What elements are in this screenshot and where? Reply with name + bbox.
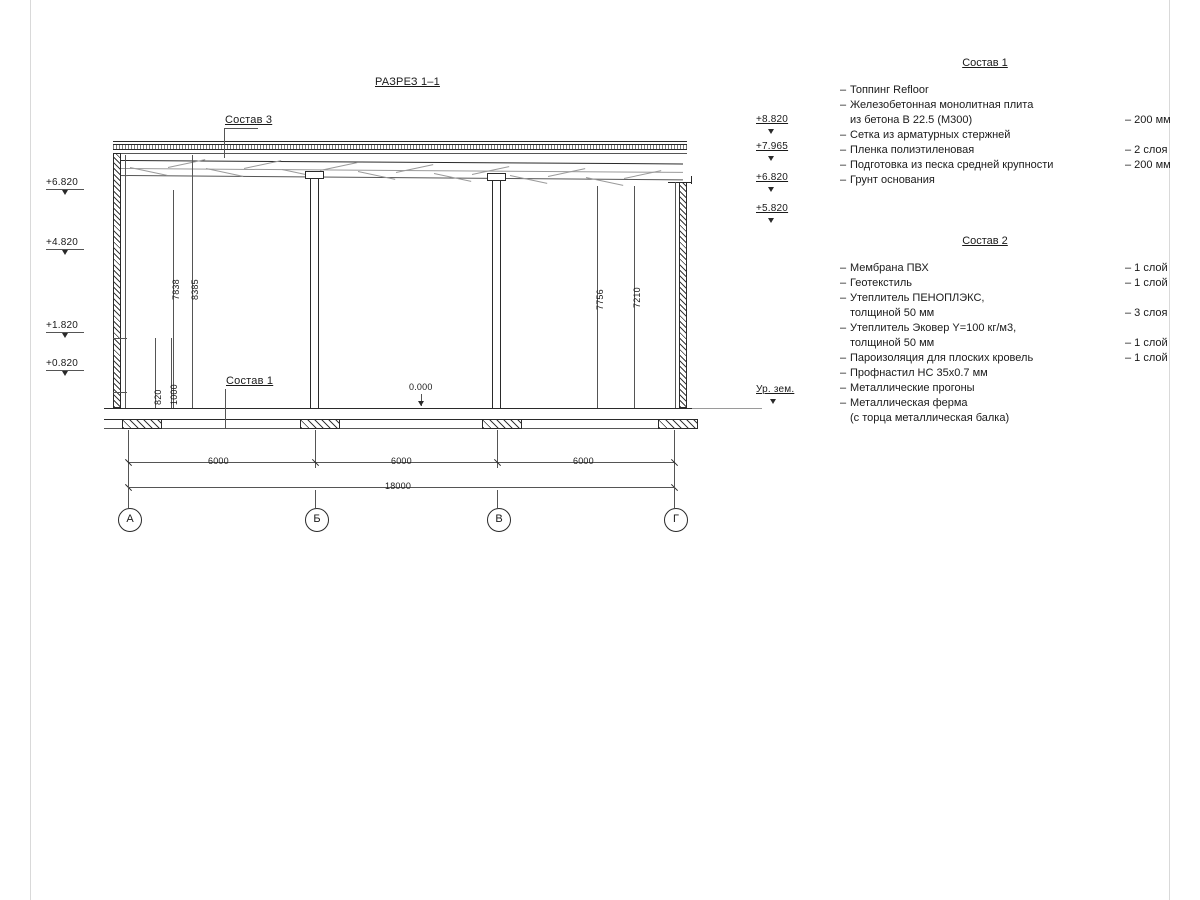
legend-sostav-1-title: Состав 1 xyxy=(962,57,1008,69)
callout-sostav1-leader xyxy=(225,389,226,429)
roof-edge-right xyxy=(691,176,692,184)
zero-level-label: 0.000 xyxy=(409,382,433,392)
ground-level-label: Ур. зем. xyxy=(756,384,795,395)
legend-sostav-2-item xyxy=(840,291,1180,306)
legend-sostav-2-item-label: Пароизоляция для плоских кровель xyxy=(850,352,1034,364)
legend-sostav-2-item-label: Утеплитель ПЕНОПЛЭКС, xyxy=(850,292,985,304)
roof-under-line xyxy=(113,153,687,154)
level-right-1: +7.965 xyxy=(756,141,789,152)
dim-left-7838: 7838 xyxy=(171,279,181,300)
dim-right-7210: 7210 xyxy=(632,287,642,308)
dim-right-7756: 7756 xyxy=(595,289,605,310)
list-dash-icon: – xyxy=(840,397,847,409)
roof-slab-band xyxy=(113,144,687,150)
legend-sostav-1-item-value: – 200 мм xyxy=(1125,159,1171,171)
legend-sostav-2-item xyxy=(840,396,1180,411)
legend-sostav-1-item-label: Подготовка из песка средней крупности xyxy=(850,159,1054,171)
legend-sostav-1-rows xyxy=(840,83,1180,188)
legend-sostav-2 xyxy=(840,235,1180,426)
dim-left-1000: 1000 xyxy=(169,384,179,405)
dim-span-1: 6000 xyxy=(391,456,412,466)
dim-total: 18000 xyxy=(385,481,412,491)
column-b xyxy=(310,176,319,408)
callout-sostav3-leader xyxy=(224,128,225,158)
foundation-v xyxy=(482,419,522,429)
level-right-0-arrow xyxy=(768,129,774,134)
legend-sostav-2-item-label: Профнастил НС 35х0.7 мм xyxy=(850,367,988,379)
level-right-2-arrow xyxy=(768,187,774,192)
legend-sostav-1-item-label: из бетона В 22.5 (М300) xyxy=(850,114,973,126)
level-left-3: +0.820 xyxy=(46,358,79,369)
level-left-1-arrow xyxy=(62,250,68,255)
list-dash-icon: – xyxy=(840,277,847,289)
legend-sostav-2-item xyxy=(840,276,1180,291)
legend-sostav-2-item xyxy=(840,321,1180,336)
legend-sostav-1-item-value: – 200 мм xyxy=(1125,114,1171,126)
wall-opening-bottom xyxy=(113,392,127,393)
dim-ext-total-right xyxy=(674,468,675,490)
legend-sostav-1-item xyxy=(840,83,1180,98)
level-left-0: +6.820 xyxy=(46,177,79,188)
level-left-1: +4.820 xyxy=(46,237,79,248)
legend-sostav-1-item-label: Сетка из арматурных стержней xyxy=(850,129,1011,141)
list-dash-icon: – xyxy=(840,322,847,334)
legend-sostav-2-item xyxy=(840,351,1180,366)
axis-a-stem xyxy=(128,490,129,508)
wall-opening-top xyxy=(113,338,127,339)
level-left-2-arrow xyxy=(62,333,68,338)
dim-left-8385: 8385 xyxy=(190,279,200,300)
axis-bubble-b: Б xyxy=(305,508,329,532)
list-dash-icon: – xyxy=(840,84,847,96)
legend-sostav-1-item-label: Топпинг Refloor xyxy=(850,84,929,96)
legend-sostav-2-item-value: – 1 слой xyxy=(1125,352,1168,364)
level-left-0-arrow xyxy=(62,190,68,195)
list-dash-icon: – xyxy=(840,352,847,364)
dim-ext-total-left xyxy=(128,468,129,490)
legend-sostav-1-item-value: – 2 слоя xyxy=(1125,144,1168,156)
legend-sostav-2-item-label: толщиной 50 мм xyxy=(850,307,935,319)
drawing-title: РАЗРЕЗ 1–1 xyxy=(375,76,440,88)
list-dash-icon: – xyxy=(840,367,847,379)
column-b-cap xyxy=(305,171,324,179)
truss-web-12 xyxy=(548,168,585,177)
axis-b-stem xyxy=(315,490,316,508)
foundation-b xyxy=(300,419,340,429)
level-right-1-arrow xyxy=(768,156,774,161)
dim-span-0: 6000 xyxy=(208,456,229,466)
callout-sostav1: Состав 1 xyxy=(226,375,274,387)
list-dash-icon: – xyxy=(840,144,847,156)
floor-top-line xyxy=(104,408,696,409)
list-dash-icon: – xyxy=(840,292,847,304)
legend-sostav-2-item xyxy=(840,306,1180,321)
list-dash-icon: – xyxy=(840,129,847,141)
legend-sostav-2-item-label: Геотекстиль xyxy=(850,277,913,289)
legend-sostav-2-title: Состав 2 xyxy=(962,235,1008,247)
truss-web-7 xyxy=(358,171,395,180)
truss-web-11 xyxy=(510,175,547,184)
roof-top-line xyxy=(113,141,687,142)
axis-bubble-v: В xyxy=(487,508,511,532)
legend-sostav-1-item xyxy=(840,128,1180,143)
legend-sostav-2-item-label: Металлические прогоны xyxy=(850,382,975,394)
axis-bubble-a: А xyxy=(118,508,142,532)
level-left-2: +1.820 xyxy=(46,320,79,331)
legend-sostav-2-item xyxy=(840,261,1180,276)
legend-sostav-2-item xyxy=(840,381,1180,396)
level-right-3: +5.820 xyxy=(756,203,789,214)
list-dash-icon: – xyxy=(840,159,847,171)
truss-bottom-chord xyxy=(120,160,683,164)
list-dash-icon: – xyxy=(840,262,847,274)
floor-bottom-line xyxy=(104,419,696,420)
truss-web-8 xyxy=(396,164,433,173)
foundation-g xyxy=(658,419,698,429)
legend-sostav-2-item xyxy=(840,366,1180,381)
legend-sostav-2-item-value: – 1 слой xyxy=(1125,262,1168,274)
wall-right-inner xyxy=(675,182,676,408)
zero-level-arrow xyxy=(418,401,424,406)
section-drawing xyxy=(0,0,820,560)
legend-sostav-1-item xyxy=(840,113,1180,128)
level-right-0: +8.820 xyxy=(756,114,789,125)
legend-sostav-1-item xyxy=(840,143,1180,158)
wall-right xyxy=(679,182,687,408)
legend-sostav-1-item xyxy=(840,98,1180,113)
wall-left-inner xyxy=(125,155,126,408)
ground-level-leader xyxy=(692,408,762,409)
legend-sostav-2-item xyxy=(840,336,1180,351)
ground-line xyxy=(104,428,696,429)
legend-sostav-2-item-label: Мембрана ПВХ xyxy=(850,262,929,274)
legend-sostav-2-item-label: Утеплитель Эковер Y=100 кг/м3, xyxy=(850,322,1017,334)
legend-sostav-2-item-label: (с торца металлическая балка) xyxy=(850,412,1010,424)
legend-sostav-2-item-label: Металлическая ферма xyxy=(850,397,968,409)
column-v xyxy=(492,178,501,408)
dim-left-820: 820 xyxy=(153,389,163,405)
legend-sostav-1-item-label: Грунт основания xyxy=(850,174,935,186)
legend-sostav-1-item-label: Железобетонная монолитная плита xyxy=(850,99,1034,111)
level-left-3-arrow xyxy=(62,371,68,376)
legend-sostav-2-item xyxy=(840,411,1180,426)
legend-sostav-2-item-label: толщиной 50 мм xyxy=(850,337,935,349)
legend-sostav-1-item xyxy=(840,173,1180,188)
legend-sostav-2-item-value: – 1 слой xyxy=(1125,277,1168,289)
axis-bubble-g: Г xyxy=(664,508,688,532)
legend-sostav-1 xyxy=(840,57,1180,188)
dim-span-2: 6000 xyxy=(573,456,594,466)
level-right-2: +6.820 xyxy=(756,172,789,183)
foundation-a xyxy=(122,419,162,429)
legend-sostav-1-item-label: Пленка полиэтиленовая xyxy=(850,144,975,156)
level-right-3-arrow xyxy=(768,218,774,223)
list-dash-icon: – xyxy=(840,99,847,111)
callout-sostav3: Состав 3 xyxy=(225,114,273,126)
wall-left xyxy=(113,153,121,408)
axis-g-stem xyxy=(674,490,675,508)
list-dash-icon: – xyxy=(840,382,847,394)
ground-level-arrow xyxy=(770,399,776,404)
legend-sostav-2-item-value: – 1 слой xyxy=(1125,337,1168,349)
legend-sostav-2-rows xyxy=(840,261,1180,426)
axis-v-stem xyxy=(497,490,498,508)
legend-sostav-2-item-value: – 3 слоя xyxy=(1125,307,1168,319)
column-v-cap xyxy=(487,173,506,181)
legend-sostav-1-item xyxy=(840,158,1180,173)
callout-sostav3-leader-h xyxy=(224,128,258,129)
list-dash-icon: – xyxy=(840,174,847,186)
